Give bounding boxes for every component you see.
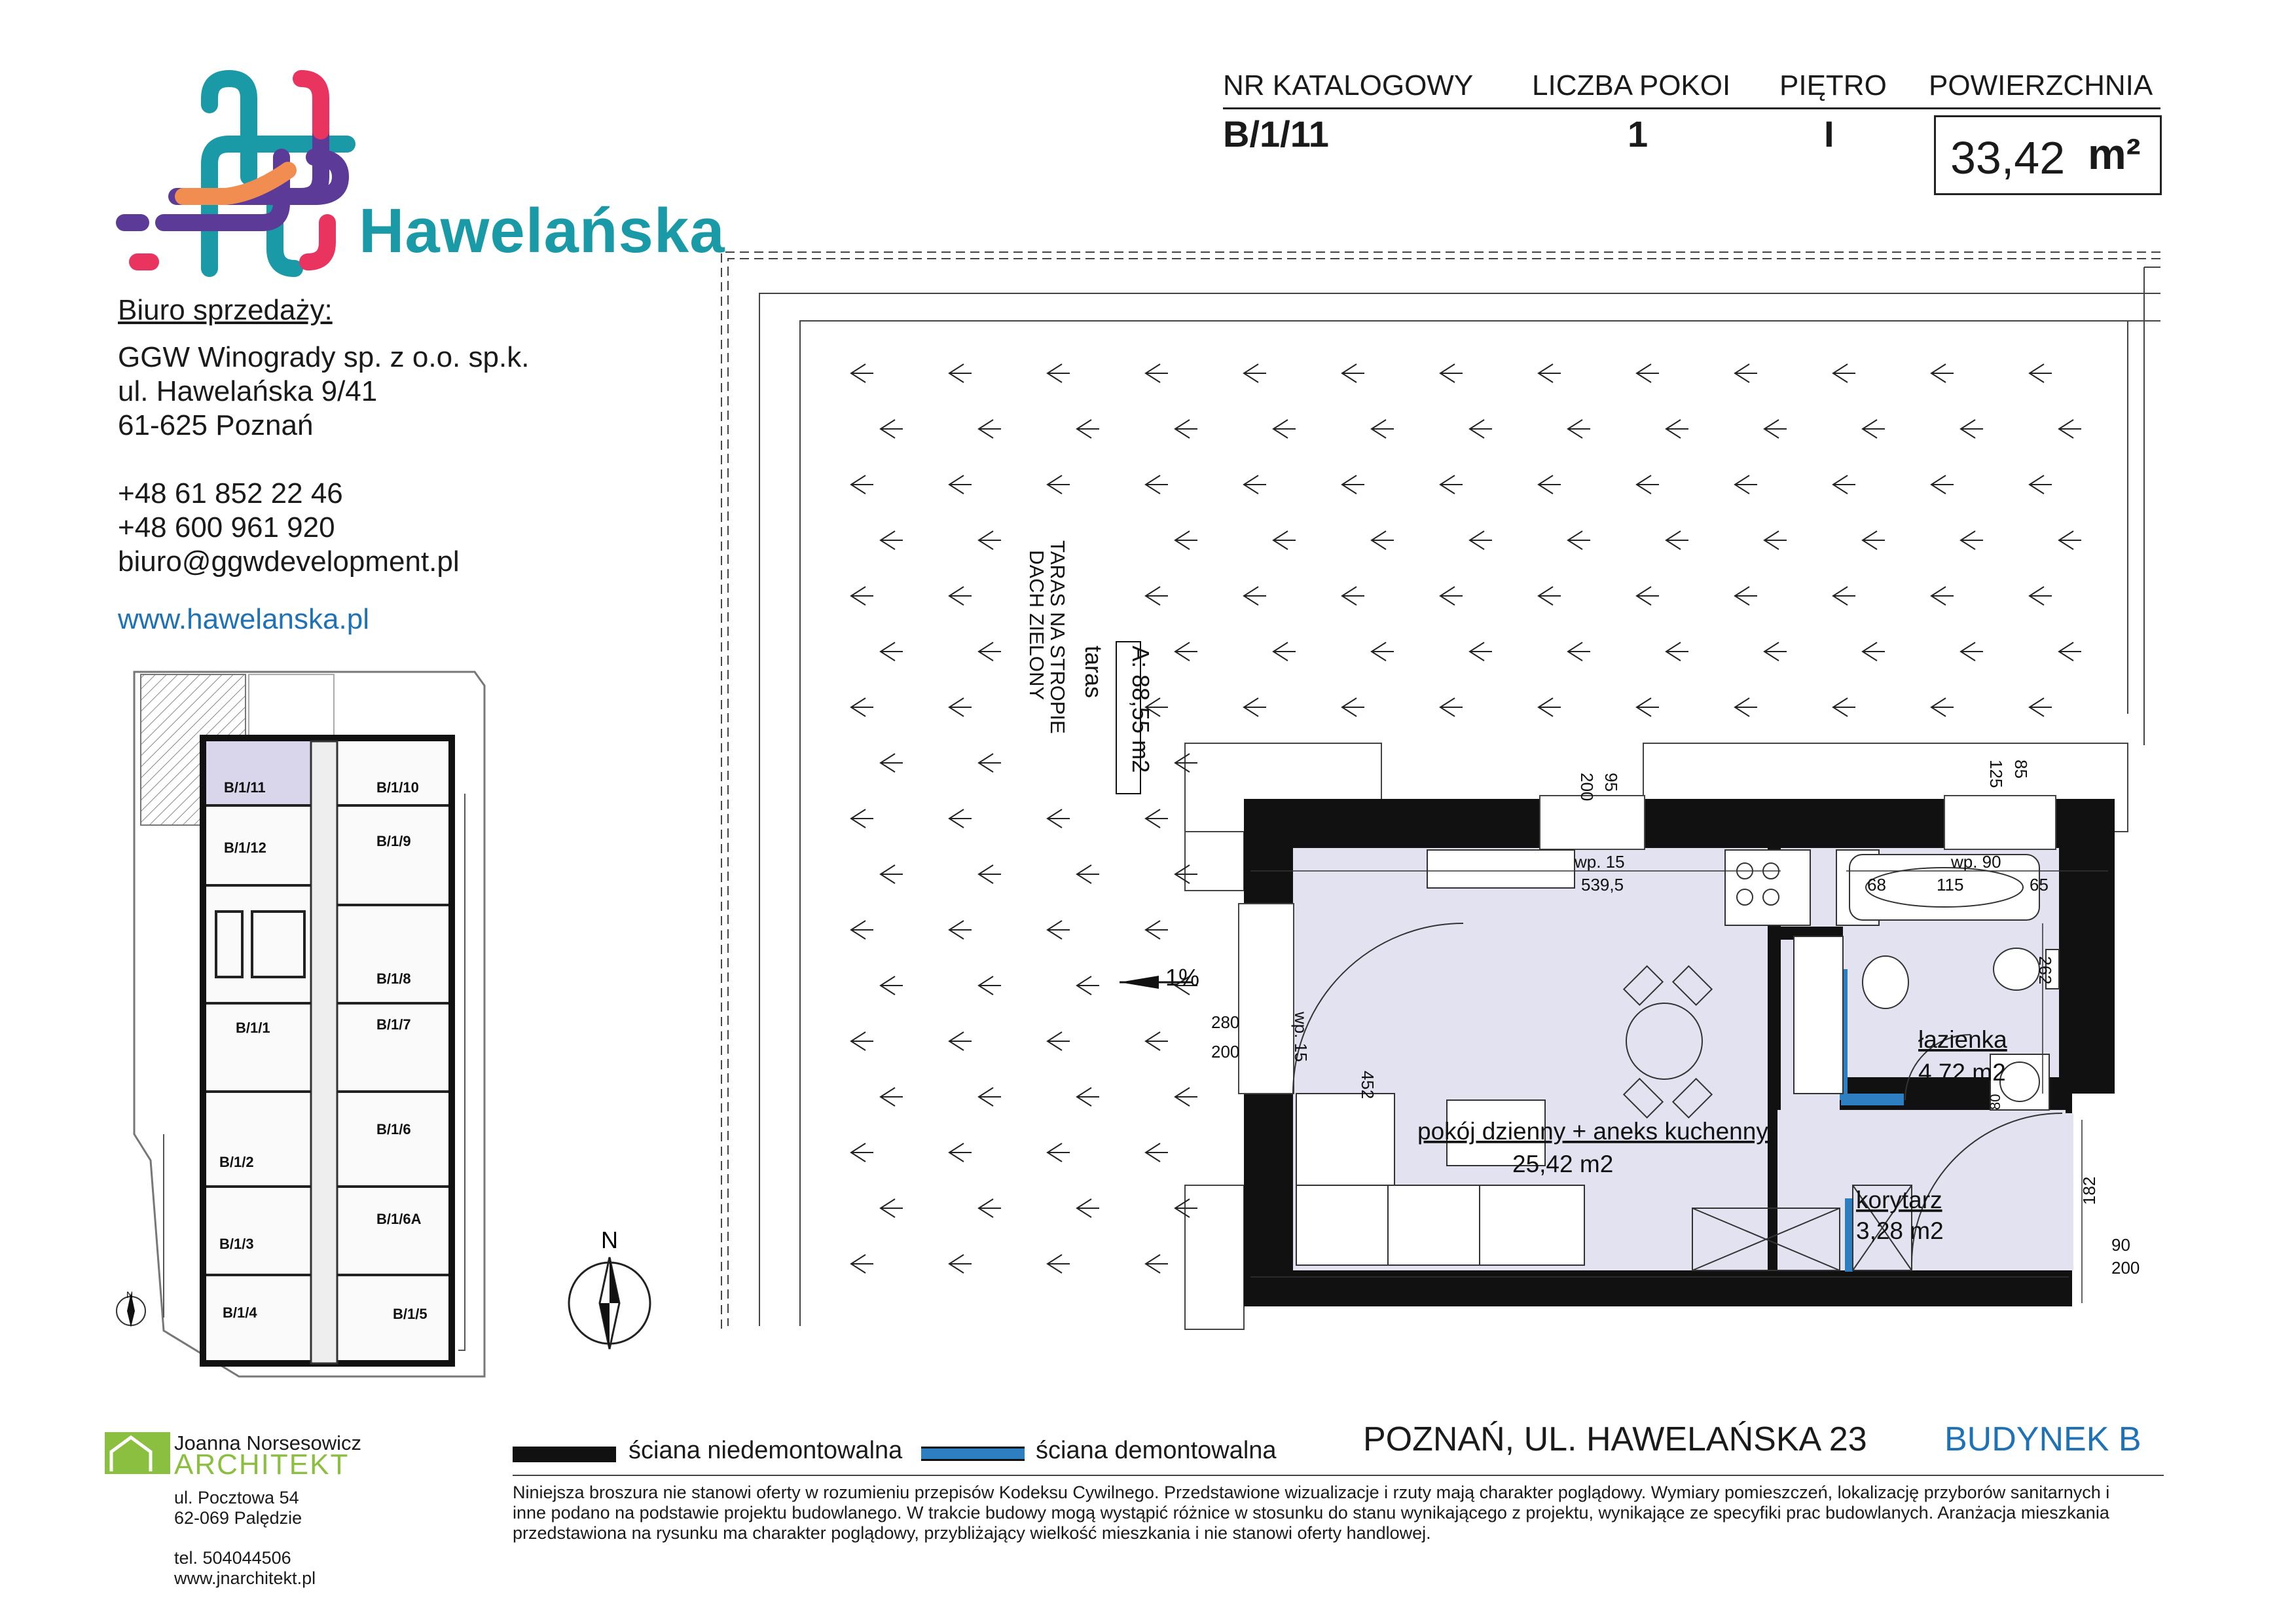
grass-mark-icon	[1440, 698, 1463, 716]
company-name: GGW Winogrady sp. z o.o. sp.k.	[118, 341, 530, 373]
corridor-area-label: 3,28 m2	[1856, 1217, 1944, 1244]
grass-mark-icon	[1048, 809, 1070, 828]
green-roof-line2: DACH ZIELONY	[1025, 550, 1048, 701]
legend-demountable-swatch	[921, 1447, 1025, 1461]
architect-name-bottom: ARCHITEKT	[174, 1449, 350, 1481]
grass-mark-icon	[1342, 475, 1364, 494]
grass-mark-icon	[949, 475, 972, 494]
grass-mark-icon	[2059, 531, 2081, 549]
dim-85: 85	[2011, 760, 2031, 779]
slope-value: 1%	[1165, 964, 1200, 991]
grass-mark-icon	[881, 531, 903, 549]
grass-mark-icon	[1961, 642, 1983, 661]
dim-95: 95	[1601, 773, 1621, 792]
grass-mark-icon	[1470, 642, 1492, 661]
bathroom-area-label: 4,72 m2	[1918, 1059, 2006, 1086]
grass-mark-icon	[1764, 531, 1787, 549]
sales-office	[118, 293, 529, 637]
grass-mark-icon	[1048, 475, 1070, 494]
key-unit-b1-5: B/1/5	[393, 1306, 428, 1322]
washbasin-icon	[1863, 956, 1908, 1008]
dim-wp15-left: wp. 15	[1291, 1012, 1311, 1062]
grass-mark-icon	[881, 1088, 903, 1106]
grass-mark-icon	[1863, 642, 1885, 661]
living-room-area-label: 25,42 m2	[1512, 1151, 1614, 1177]
grass-mark-icon	[1077, 1088, 1099, 1106]
dim-90: 90	[2111, 1235, 2130, 1255]
grass-mark-icon	[1931, 698, 1954, 716]
company-city: 61-625 Poznań	[118, 409, 314, 441]
grass-mark-icon	[851, 1255, 873, 1273]
grass-mark-icon	[851, 475, 873, 494]
grass-mark-icon	[979, 754, 1001, 772]
grass-mark-icon	[1146, 364, 1168, 382]
grass-mark-icon	[1372, 642, 1394, 661]
grass-mark-icon	[1244, 698, 1266, 716]
phone-2[interactable]: +48 600 961 920	[118, 511, 335, 544]
company-street: ul. Hawelańska 9/41	[118, 375, 378, 407]
grass-mark-icon	[1146, 1032, 1168, 1050]
architect-contact	[174, 1488, 316, 1589]
key-unit-b1-1: B/1/1	[236, 1020, 270, 1036]
grass-mark-icon	[1539, 364, 1561, 382]
grass-mark-icon	[881, 976, 903, 995]
disclaimer-line-2: inne podano na podstawie projektu budowlanego. W trakcie budowy mogą wystąpić różnice w stosunku do stanu wynikającego z projektu, wynikające ze specyfiki prac budowlanych. Aranżacja mieszkania	[513, 1503, 2109, 1522]
brand-name: Hawelańska	[359, 196, 725, 266]
grass-mark-icon	[1175, 531, 1197, 549]
key-unit-b1-11: B/1/11	[224, 779, 266, 796]
grass-mark-icon	[1931, 475, 1954, 494]
legend-demountable-label: ściana demontowalna	[1036, 1437, 1277, 1464]
key-unit-b1-4: B/1/4	[223, 1304, 257, 1321]
grass-mark-icon	[949, 1255, 972, 1273]
dim-539: 539,5	[1581, 875, 1624, 895]
dim-8-bottom: 8	[1830, 1270, 1840, 1289]
grass-mark-icon	[881, 1199, 903, 1217]
grass-mark-icon	[1342, 587, 1364, 605]
grass-mark-icon	[1273, 642, 1296, 661]
grass-mark-icon	[1342, 698, 1364, 716]
architect-house-icon	[105, 1432, 170, 1474]
grass-mark-icon	[1637, 698, 1659, 716]
grass-mark-icon	[949, 587, 972, 605]
grass-mark-icon	[881, 865, 903, 883]
grass-mark-icon	[2030, 475, 2052, 494]
architect-logo	[105, 1432, 170, 1474]
area-value: 33,42	[1950, 132, 2066, 183]
compass	[560, 1225, 659, 1356]
grass-mark-icon	[1048, 1255, 1070, 1273]
logo-mark-icon	[111, 59, 386, 295]
bathroom-name: łazienka	[1918, 1026, 2007, 1053]
grass-mark-icon	[1735, 475, 1757, 494]
grass-mark-icon	[979, 1088, 1001, 1106]
grass-mark-icon	[949, 698, 972, 716]
grass-mark-icon	[1539, 698, 1561, 716]
grass-mark-icon	[2059, 420, 2081, 438]
grass-mark-icon	[1440, 475, 1463, 494]
grass-mark-icon	[1146, 475, 1168, 494]
dim-182: 182	[2079, 1176, 2099, 1205]
terrace-label: taras	[1080, 646, 1107, 699]
grass-mark-icon	[1539, 587, 1561, 605]
floor-plan-drawing	[707, 242, 2174, 1356]
grass-mark-icon	[1764, 420, 1787, 438]
rooms-label: LICZBA POKOI	[1532, 69, 1731, 101]
key-unit-b1-2: B/1/2	[219, 1154, 254, 1170]
brand-logo	[111, 59, 386, 295]
area-unit: m²	[2088, 130, 2141, 178]
grass-mark-icon	[1244, 364, 1266, 382]
key-unit-b1-9: B/1/9	[376, 833, 411, 849]
compass-label: N	[601, 1227, 618, 1253]
rooms-value: 1	[1628, 113, 1649, 155]
grass-mark-icon	[1961, 420, 1983, 438]
grass-mark-icon	[1146, 1255, 1168, 1273]
grass-mark-icon	[1244, 475, 1266, 494]
grass-mark-icon	[2059, 642, 2081, 661]
grass-mark-icon	[1637, 587, 1659, 605]
grass-mark-icon	[1077, 420, 1099, 438]
key-unit-b1-6a: B/1/6A	[376, 1211, 422, 1227]
grass-mark-icon	[1372, 420, 1394, 438]
dim-180: 180	[1918, 1270, 1947, 1289]
dim-452: 452	[1358, 1071, 1377, 1099]
grass-mark-icon	[1175, 642, 1197, 661]
grass-mark-icon	[1568, 642, 1590, 661]
dim-8-right: 8	[2062, 1091, 2072, 1111]
catalog-label: NR KATALOGOWY	[1223, 69, 1474, 101]
key-unit-b1-10: B/1/10	[376, 779, 419, 796]
grass-mark-icon	[979, 976, 1001, 995]
grass-mark-icon	[1961, 531, 1983, 549]
key-plan-north: N	[126, 1289, 134, 1300]
grass-mark-icon	[1863, 531, 1885, 549]
grass-mark-icon	[1931, 364, 1954, 382]
dim-534: 534,5	[1637, 1270, 1680, 1289]
grass-mark-icon	[851, 587, 873, 605]
grass-mark-icon	[1833, 475, 1855, 494]
terrace-area: A: 88,55 m2	[1127, 646, 1154, 773]
building-label: BUDYNEK B	[1944, 1420, 2141, 1458]
grass-mark-icon	[1735, 587, 1757, 605]
toilet-icon	[1994, 948, 2039, 990]
grass-mark-icon	[1440, 364, 1463, 382]
architect-city: 62-069 Palędzie	[174, 1508, 302, 1528]
grass-mark-icon	[1146, 809, 1168, 828]
phone-1[interactable]: +48 61 852 22 46	[118, 477, 343, 509]
grass-mark-icon	[1273, 531, 1296, 549]
email-link[interactable]: biuro@ggwdevelopment.pl	[118, 545, 460, 578]
disclaimer	[513, 1483, 2164, 1543]
grass-mark-icon	[949, 1143, 972, 1162]
grass-mark-icon	[1440, 587, 1463, 605]
grass-mark-icon	[1666, 642, 1688, 661]
grass-mark-icon	[1175, 420, 1197, 438]
dim-200-top: 200	[1577, 773, 1597, 802]
legend-bearing-swatch	[513, 1447, 616, 1462]
dim-115: 115	[1937, 875, 1964, 895]
grass-mark-icon	[1863, 420, 1885, 438]
grass-mark-icon	[2030, 364, 2052, 382]
grass-mark-icon	[1048, 364, 1070, 382]
grass-mark-icon	[1146, 1143, 1168, 1162]
dim-280: 280	[1211, 1012, 1240, 1032]
key-unit-b1-12: B/1/12	[224, 840, 266, 856]
grass-mark-icon	[979, 531, 1001, 549]
grass-mark-icon	[979, 1199, 1001, 1217]
grass-mark-icon	[1175, 1088, 1197, 1106]
area-box	[1934, 115, 2162, 195]
floor-plan	[707, 242, 2174, 1356]
dim-65: 65	[2030, 875, 2049, 895]
grass-mark-icon	[1470, 420, 1492, 438]
grass-mark-icon	[979, 865, 1001, 883]
architect-phone[interactable]: tel. 504044506	[174, 1548, 291, 1568]
dim-80: 80	[1987, 1094, 2003, 1110]
floor-value: I	[1824, 113, 1834, 155]
compass-north-icon	[560, 1225, 659, 1356]
key-unit-b1-6: B/1/6	[376, 1121, 411, 1137]
footer-rule	[513, 1475, 2164, 1476]
grass-mark-icon	[1048, 921, 1070, 939]
grass-mark-icon	[949, 809, 972, 828]
grass-mark-icon	[851, 809, 873, 828]
dim-262: 262	[2035, 956, 2055, 985]
grass-mark-icon	[1539, 475, 1561, 494]
website-link[interactable]: www.hawelanska.pl	[118, 603, 369, 635]
grass-mark-icon	[851, 1032, 873, 1050]
grass-mark-icon	[1372, 531, 1394, 549]
grass-mark-icon	[1568, 420, 1590, 438]
grass-mark-icon	[1342, 364, 1364, 382]
grass-mark-icon	[881, 642, 903, 661]
catalog-value: B/1/11	[1223, 113, 1329, 155]
dim-125: 125	[1986, 760, 2006, 788]
floor-label: PIĘTRO	[1779, 69, 1887, 101]
grass-mark-icon	[1764, 642, 1787, 661]
key-plan-drawing	[111, 663, 504, 1383]
grass-mark-icon	[1666, 531, 1688, 549]
dim-wp90: wp. 90	[1951, 852, 2001, 872]
grass-mark-icon	[851, 698, 873, 716]
dim-wp15-top: wp. 15	[1575, 852, 1625, 872]
grass-mark-icon	[2030, 698, 2052, 716]
grass-mark-icon	[1833, 587, 1855, 605]
location-address: POZNAŃ, UL. HAWELAŃSKA 23	[1363, 1420, 1867, 1458]
area-label: POWIERZCHNIA	[1929, 69, 2153, 101]
grass-mark-icon	[1077, 976, 1099, 995]
grass-mark-icon	[1833, 364, 1855, 382]
grass-mark-icon	[2030, 587, 2052, 605]
grass-mark-icon	[1568, 531, 1590, 549]
header-rule	[1223, 107, 2160, 109]
grass-mark-icon	[1833, 698, 1855, 716]
grass-mark-icon	[949, 921, 972, 939]
grass-mark-icon	[1470, 531, 1492, 549]
key-plan-highlight	[206, 741, 324, 805]
architect-name-top: Joanna Norsesowicz	[174, 1431, 362, 1454]
disclaimer-line-3: przedstawiona na rysunku ma charakter poglądowy, przybliżający wielkość mieszkania i nie stanowi oferty handlowej.	[513, 1523, 1431, 1543]
dim-200-door: 200	[1964, 1086, 1980, 1110]
key-unit-b1-3: B/1/3	[219, 1236, 254, 1252]
grass-mark-icon	[881, 420, 903, 438]
dim-68: 68	[1867, 875, 1886, 895]
grass-mark-icon	[1931, 587, 1954, 605]
sales-office-heading: Biuro sprzedaży:	[118, 294, 333, 326]
dim-200-left: 200	[1211, 1042, 1240, 1061]
grass-mark-icon	[1077, 865, 1099, 883]
key-plan	[111, 663, 504, 1383]
legend-bearing-label: ściana niedemontowalna	[629, 1437, 903, 1464]
grass-mark-icon	[851, 921, 873, 939]
grass-mark-icon	[1273, 420, 1296, 438]
grass-mark-icon	[1244, 587, 1266, 605]
grass-mark-icon	[1637, 475, 1659, 494]
architect-street: ul. Pocztowa 54	[174, 1488, 299, 1507]
grass-mark-icon	[1048, 1032, 1070, 1050]
grass-mark-icon	[851, 1143, 873, 1162]
grass-mark-icon	[881, 754, 903, 772]
living-room-name: pokój dzienny + aneks kuchenny	[1417, 1118, 1768, 1145]
architect-website[interactable]: www.jnarchitekt.pl	[174, 1568, 316, 1588]
grass-mark-icon	[1048, 1143, 1070, 1162]
grass-mark-icon	[1735, 364, 1757, 382]
dim-200-right: 200	[2111, 1258, 2140, 1278]
green-roof-line1: TARAS NA STROPIE	[1046, 540, 1069, 734]
grass-mark-icon	[1735, 698, 1757, 716]
grass-mark-icon	[979, 642, 1001, 661]
grass-mark-icon	[1666, 420, 1688, 438]
grass-mark-icon	[851, 364, 873, 382]
key-unit-b1-8: B/1/8	[376, 970, 411, 987]
grass-mark-icon	[1146, 587, 1168, 605]
grass-mark-icon	[949, 1032, 972, 1050]
grass-mark-icon	[1146, 921, 1168, 939]
disclaimer-line-1: Niniejsza broszura nie stanowi oferty w rozumieniu przepisów Kodeksu Cywilnego. Przedstawione wizualizacje i rzuty mają charakter poglądowy. Wymiary pomieszczeń, lokalizację przyborów sanitarnych i	[513, 1483, 2110, 1502]
corridor-name: korytarz	[1856, 1187, 1942, 1213]
key-unit-b1-7: B/1/7	[376, 1016, 411, 1033]
grass-mark-icon	[1077, 1199, 1099, 1217]
grass-mark-icon	[949, 364, 972, 382]
grass-mark-icon	[979, 420, 1001, 438]
grass-mark-icon	[1637, 364, 1659, 382]
